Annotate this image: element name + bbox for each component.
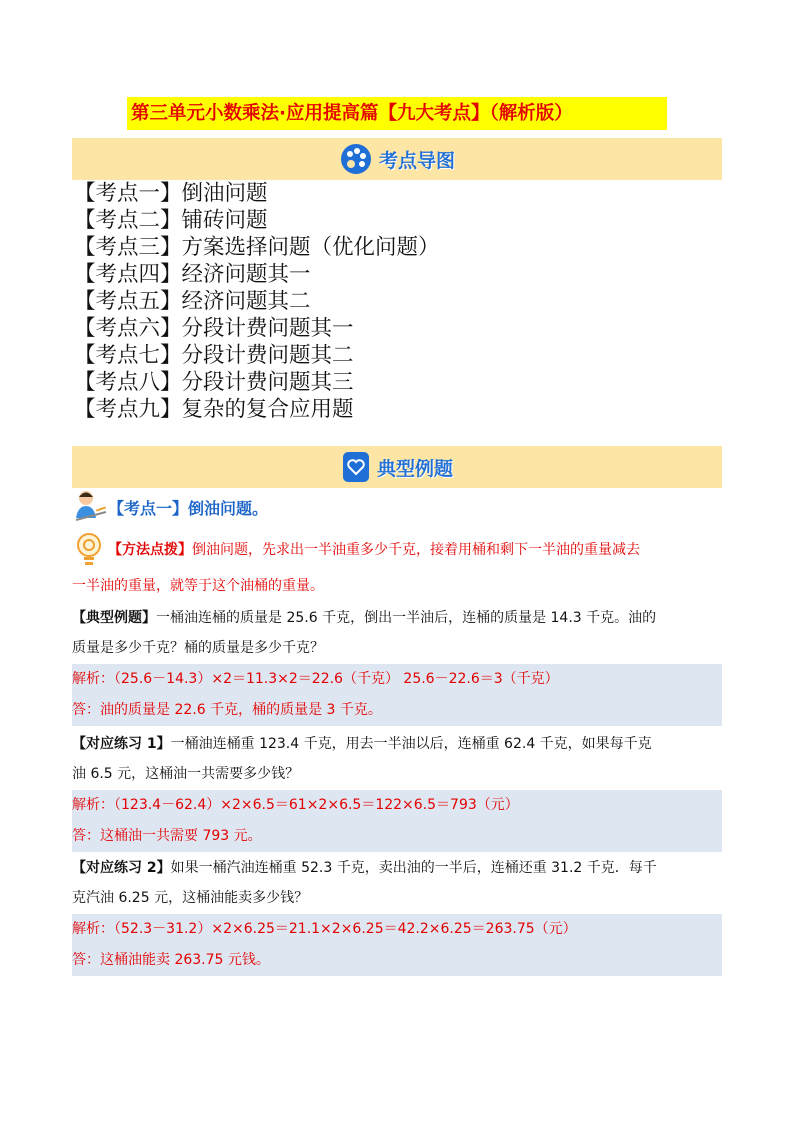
section-label-toc: 考点导图 (378, 149, 455, 172)
practice2-solution-box (72, 914, 722, 976)
practice2-line-1 (72, 852, 722, 884)
section-header-examples (72, 446, 722, 488)
practice2-answer: 答：这桶油能卖 263.75 元钱。 (72, 952, 270, 968)
practice2-text: 如果一桶汽油连桶重 52.3 千克，卖出油的一半后，连桶还重 31.2 千克．每千 (170, 860, 657, 876)
toc-item: 【考点一】倒油问题 (74, 181, 268, 206)
practice2-solution: 解析：（52.3－31.2）×2×6.25＝21.1×2×6.25＝42.2×6.25＝263.75（元） (72, 921, 577, 937)
practice2-tag: 【对应练习 2】 (72, 860, 171, 876)
example-text: 一桶油连桶的质量是 25.6 千克，倒出一半油后，连桶的质量是 14.3 千克。油的 (156, 610, 657, 626)
section-header-toc (72, 138, 722, 180)
practice1-text: 一桶油连桶重 123.4 千克，用去一半油以后，连桶重 62.4 千克，如果每千克 (170, 736, 652, 752)
kp-heading: 【考点一】倒油问题。 (108, 499, 269, 518)
toc-item: 【考点二】铺砖问题 (74, 208, 268, 233)
student-writing-icon (72, 488, 108, 524)
method-text: 倒油问题，先求出一半油重多少千克，接着用桶和剩下一半油的重量减去 (192, 542, 640, 558)
toc-item: 【考点三】方案选择问题（优化问题） (74, 235, 440, 260)
heart-card-icon (341, 450, 371, 484)
toc-item: 【考点四】经济问题其一 (74, 262, 311, 287)
example-line-1 (72, 602, 722, 634)
practice1-line-2: 油 6.5 元，这桶油一共需要多少钱？ (72, 766, 300, 782)
example-solution: 解析：（25.6－14.3）×2＝11.3×2＝22.6（千克） 25.6－22.6＝3（千克） (72, 671, 559, 687)
lightbulb-icon (74, 532, 104, 568)
practice1-answer: 答：这桶油一共需要 793 元。 (72, 828, 262, 844)
document-title: 第三单元小数乘法·应用提高篇【九大考点】（解析版） (127, 97, 667, 130)
practice2-line-2: 克汽油 6.25 元，这桶油能卖多少钱？ (72, 890, 309, 906)
toc-item: 【考点八】分段计费问题其三 (74, 370, 354, 395)
method-line-2: 一半油的重量，就等于这个油桶的重量。 (72, 578, 324, 594)
practice1-solution-box (72, 790, 722, 852)
toc-item: 【考点七】分段计费问题其二 (74, 343, 354, 368)
method-line-1 (108, 534, 728, 566)
example-tag: 【典型例题】 (72, 610, 156, 626)
example-line-2: 质量是多少千克？桶的质量是多少千克？ (72, 640, 324, 656)
practice1-tag: 【对应练习 1】 (72, 736, 171, 752)
toc-list (74, 180, 440, 423)
practice1-line-1 (72, 728, 722, 760)
example-solution-box (72, 664, 722, 726)
palette-icon (339, 142, 373, 176)
toc-item: 【考点六】分段计费问题其一 (74, 316, 354, 341)
toc-item: 【考点九】复杂的复合应用题 (74, 397, 354, 422)
practice1-solution: 解析：（123.4－62.4）×2×6.5＝61×2×6.5＝122×6.5＝793（元） (72, 797, 519, 813)
method-tag: 【方法点拨】 (108, 542, 192, 558)
section-label-examples: 典型例题 (376, 457, 453, 480)
example-answer: 答：油的质量是 22.6 千克，桶的质量是 3 千克。 (72, 702, 382, 718)
toc-item: 【考点五】经济问题其二 (74, 289, 311, 314)
